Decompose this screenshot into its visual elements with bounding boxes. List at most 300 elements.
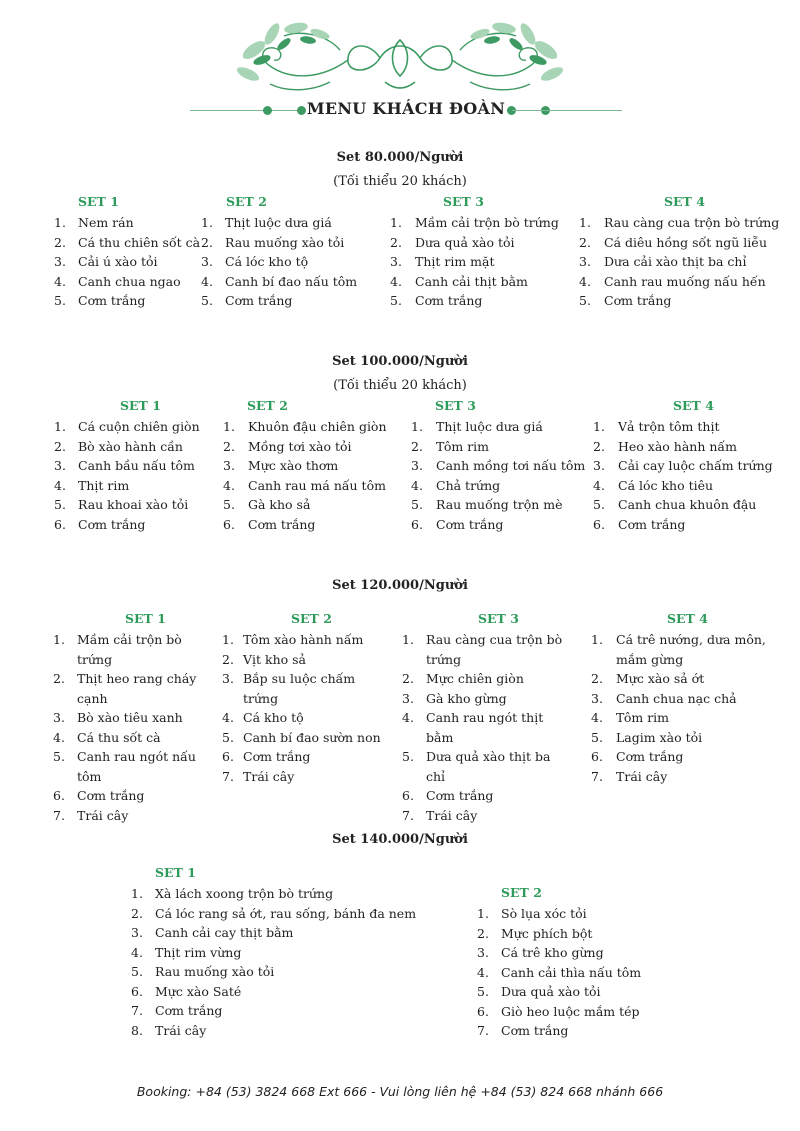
list-item [54, 417, 214, 437]
list-item [411, 515, 586, 535]
item-text: Cá trê kho gừng [501, 945, 604, 960]
list-item [222, 728, 392, 748]
set-item-list [390, 213, 570, 311]
item-number: 1. [201, 215, 213, 230]
item-text: Cá lóc kho tiêu [618, 477, 714, 493]
item-text: Canh cải thịt bằm [415, 273, 528, 289]
item-text: Rau muống xào tỏi [155, 964, 275, 979]
item-number: 3. [54, 254, 66, 269]
item-number: 3. [579, 254, 591, 269]
item-number: 2. [593, 438, 605, 454]
set-label: SET 2 [226, 194, 267, 209]
item-number: 2. [131, 905, 143, 921]
list-item [223, 417, 403, 437]
section-title: Set 120.000/Người [332, 578, 468, 593]
item-text: Canh bí đao sườn non [243, 729, 381, 745]
item-text: Cải ú xào tỏi [78, 254, 158, 269]
item-number: 5. [53, 749, 65, 764]
section-title: Set 100.000/Người [332, 354, 468, 369]
item-text: Bắp su luộc chấm trứng [243, 671, 356, 706]
list-item [54, 456, 214, 476]
item-text: Thịt rim mặt [415, 254, 495, 269]
item-text: Canh mồng tơi nấu tôm [436, 458, 586, 473]
item-number: 4. [222, 710, 234, 725]
set-label: SET 3 [443, 194, 484, 209]
item-number: 4. [477, 964, 489, 980]
list-item [54, 515, 214, 535]
booking-footer: Booking: +84 (53) 3824 668 Ext 666 - Vui lòng liên hệ +84 (53) 824 668 nhánh 666 [136, 1084, 664, 1099]
list-item [411, 476, 586, 496]
item-number: 6. [411, 516, 423, 532]
list-item [201, 272, 371, 292]
item-number: 8. [131, 1022, 143, 1038]
page-title: MENU KHÁCH ĐOÀN [306, 99, 506, 118]
list-item [54, 495, 214, 515]
set-item-list [131, 884, 431, 1040]
item-number: 1. [54, 215, 66, 230]
item-text: Tôm xào hành nấm [243, 632, 364, 647]
list-item [591, 669, 771, 689]
item-text: Cá cuộn chiên giòn [78, 419, 200, 434]
item-number: 6. [131, 983, 143, 999]
section-subtitle: (Tối thiểu 20 khách) [333, 174, 467, 189]
item-text: Chả trứng [436, 477, 501, 493]
item-number: 4. [411, 477, 423, 493]
section-subtitle: (Tối thiểu 20 khách) [333, 378, 467, 393]
set-item-list [223, 417, 403, 534]
item-text: Trái cây [77, 807, 129, 823]
list-item [54, 291, 194, 311]
item-number: 1. [222, 632, 234, 647]
list-item [591, 747, 771, 767]
item-number: 7. [477, 1023, 489, 1038]
list-item [222, 630, 392, 650]
item-text: Canh bầu nấu tôm [78, 458, 195, 473]
set-item-list [222, 630, 392, 786]
item-text: Cơm trắng [618, 516, 686, 532]
item-text: Cơm trắng [78, 516, 146, 532]
item-text: Rau càng cua trộn bò trứng [604, 215, 780, 230]
item-text: Thịt rim vừng [155, 944, 242, 960]
item-number: 5. [579, 293, 591, 308]
list-item [411, 417, 586, 437]
item-text: Cơm trắng [248, 516, 316, 532]
list-item [591, 728, 771, 748]
item-text: Mầm cải trộn bò trứng [415, 215, 559, 230]
item-text: Mồng tơi xào tỏi [248, 438, 352, 454]
list-item [593, 417, 793, 437]
list-item [579, 213, 789, 233]
set-label: SET 3 [478, 611, 519, 626]
list-item [53, 708, 213, 728]
item-number: 4. [54, 273, 66, 289]
item-text: Canh rau ngót thịt bằm [426, 710, 544, 745]
list-item [201, 252, 371, 272]
item-number: 1. [53, 632, 65, 647]
item-text: Cá trê nướng, dưa môn, mắm gừng [616, 632, 766, 667]
list-item [131, 904, 431, 924]
item-number: 3. [591, 690, 603, 706]
item-number: 5. [54, 497, 66, 512]
list-item [477, 1021, 677, 1041]
item-text: Rau muống xào tỏi [225, 234, 345, 250]
item-text: Dưa quả xào tỏi [501, 984, 601, 999]
item-number: 5. [223, 497, 235, 512]
item-number: 2. [402, 671, 414, 686]
item-number: 1. [223, 419, 235, 434]
item-number: 1. [390, 215, 402, 230]
item-number: 3. [390, 254, 402, 269]
list-item [54, 476, 214, 496]
item-text: Cơm trắng [243, 749, 311, 764]
list-item [477, 904, 677, 924]
set-label: SET 1 [120, 398, 161, 413]
list-item [222, 669, 392, 708]
item-text: Cơm trắng [155, 1003, 223, 1018]
set-item-list [593, 417, 793, 534]
item-text: Mực phích bột [501, 925, 593, 941]
list-item [390, 291, 570, 311]
item-text: Cải cay luộc chấm trứng [618, 458, 773, 473]
list-item [53, 728, 213, 748]
list-item [223, 456, 403, 476]
item-text: Cá lóc kho tộ [225, 254, 309, 269]
section-title: Set 80.000/Người [336, 150, 464, 165]
list-item [390, 213, 570, 233]
list-item [131, 982, 431, 1002]
list-item [222, 708, 392, 728]
list-item [579, 233, 789, 253]
title-dot-left [263, 106, 272, 115]
item-text: Tôm rim [616, 710, 670, 725]
section-title: Set 140.000/Người [332, 832, 468, 847]
list-item [223, 437, 403, 457]
item-number: 6. [477, 1003, 489, 1019]
item-text: Vả trộn tôm thịt [618, 419, 720, 434]
item-number: 2. [223, 438, 235, 454]
list-item [411, 456, 586, 476]
item-number: 5. [477, 984, 489, 999]
item-number: 3. [54, 458, 66, 473]
item-number: 4. [579, 273, 591, 289]
list-item [223, 476, 403, 496]
item-number: 5. [411, 497, 423, 512]
item-text: Mực xào Saté [155, 983, 242, 999]
list-item [402, 806, 572, 826]
item-number: 5. [593, 497, 605, 512]
item-number: 6. [223, 516, 235, 532]
title-divider-right [512, 110, 622, 111]
list-item [222, 650, 392, 670]
item-text: Mực chiên giòn [426, 671, 524, 686]
list-item [579, 252, 789, 272]
list-item [591, 708, 771, 728]
floral-ornament-icon [230, 20, 570, 98]
list-item [591, 630, 771, 669]
item-text: Cá thu chiên sốt cà [78, 234, 201, 250]
list-item [477, 963, 677, 983]
list-item [53, 806, 213, 826]
list-item [53, 630, 213, 669]
list-item [579, 272, 789, 292]
item-number: 2. [411, 438, 423, 454]
item-text: Thịt heo rang cháy cạnh [77, 671, 197, 706]
item-number: 7. [591, 768, 603, 784]
item-number: 6. [53, 788, 65, 803]
list-item [53, 786, 213, 806]
list-item [593, 456, 793, 476]
list-item [593, 515, 793, 535]
item-number: 4. [201, 273, 213, 289]
item-text: Canh cải cay thịt bằm [155, 925, 294, 940]
item-number: 4. [591, 710, 603, 725]
item-number: 3. [593, 458, 605, 473]
item-number: 4. [223, 477, 235, 493]
item-text: Canh rau má nấu tôm [248, 477, 386, 493]
item-text: Heo xào hành nấm [618, 438, 737, 454]
list-item [402, 630, 572, 669]
item-number: 5. [591, 729, 603, 745]
item-number: 1. [402, 632, 414, 647]
item-number: 3. [201, 254, 213, 269]
item-text: Khuôn đậu chiên giòn [248, 419, 387, 434]
item-number: 6. [593, 516, 605, 532]
list-item [223, 495, 403, 515]
item-number: 2. [53, 671, 65, 686]
list-item [593, 476, 793, 496]
list-item [53, 747, 213, 786]
item-text: Trái cây [243, 768, 295, 784]
item-number: 7. [402, 807, 414, 823]
set-label: SET 4 [667, 611, 708, 626]
item-text: Dưa quả xào thịt ba chỉ [426, 749, 551, 784]
list-item [54, 233, 201, 253]
item-number: 1. [411, 419, 423, 434]
list-item [477, 924, 677, 944]
item-number: 5. [131, 964, 143, 979]
list-item [477, 982, 677, 1002]
item-text: Mầm cải trộn bò trứng [77, 632, 182, 667]
item-number: 2. [54, 234, 66, 250]
item-number: 2. [390, 234, 402, 250]
list-item [402, 747, 572, 786]
item-number: 1. [593, 419, 605, 434]
item-text: Gà kho gừng [426, 690, 507, 706]
item-text: Lagim xào tỏi [616, 729, 703, 745]
item-text: Cá lóc rang sả ớt, rau sống, bánh đa nem [155, 905, 417, 921]
item-number: 4. [402, 710, 414, 725]
item-number: 6. [591, 749, 603, 764]
item-number: 2. [201, 234, 213, 250]
item-text: Canh rau ngót nấu tôm [77, 749, 196, 784]
list-item [390, 233, 570, 253]
list-item [477, 943, 677, 963]
item-number: 2. [591, 671, 603, 686]
item-text: Nem rán [78, 215, 134, 230]
list-item [201, 213, 371, 233]
set-item-list [402, 630, 572, 825]
item-number: 5. [222, 729, 234, 745]
list-item [402, 689, 572, 709]
item-number: 3. [53, 710, 65, 725]
item-number: 1. [477, 906, 489, 921]
item-number: 4. [53, 729, 65, 745]
list-item [131, 1001, 431, 1021]
item-number: 1. [131, 886, 143, 901]
item-number: 1. [579, 215, 591, 230]
item-text: Trái cây [616, 768, 668, 784]
item-number: 3. [411, 458, 423, 473]
item-text: Giò heo luộc mắm tép [501, 1003, 640, 1019]
list-item [591, 767, 771, 787]
list-item [54, 272, 194, 292]
item-number: 4. [54, 477, 66, 493]
set-item-list [411, 417, 586, 534]
item-number: 7. [131, 1003, 143, 1018]
item-text: Thịt rim [78, 477, 130, 493]
item-text: Rau khoai xào tỏi [78, 497, 189, 512]
item-text: Thịt luộc dưa giá [436, 419, 543, 434]
set-item-list [477, 904, 677, 1041]
item-number: 3. [402, 690, 414, 706]
item-number: 7. [53, 807, 65, 823]
set-label: SET 2 [247, 398, 288, 413]
item-text: Cơm trắng [426, 788, 494, 803]
item-number: 6. [222, 749, 234, 764]
set-label: SET 1 [155, 865, 196, 880]
item-text: Vịt kho sả [243, 651, 307, 667]
item-number: 2. [579, 234, 591, 250]
item-text: Cơm trắng [604, 293, 672, 308]
item-text: Canh chua khuôn đậu [618, 497, 757, 512]
list-item [477, 1002, 677, 1022]
set-item-list [54, 417, 214, 534]
item-number: 1. [54, 419, 66, 434]
item-number: 2. [477, 925, 489, 941]
list-item [54, 213, 194, 233]
item-text: Canh chua nạc chả [616, 690, 737, 706]
item-text: Rau muống trộn mè [436, 497, 563, 512]
item-text: Gà kho sả [248, 497, 311, 512]
list-item [131, 1021, 431, 1041]
item-number: 5. [201, 293, 213, 308]
item-text: Bò xào hành cần [78, 438, 183, 454]
list-item [131, 962, 431, 982]
item-number: 2. [222, 651, 234, 667]
item-number: 3. [477, 945, 489, 960]
set-label: SET 2 [291, 611, 332, 626]
item-text: Mực xào thơm [248, 458, 339, 473]
list-item [131, 943, 431, 963]
item-text: Canh chua ngao [78, 273, 181, 289]
title-divider-left [190, 110, 300, 111]
item-text: Cơm trắng [616, 749, 684, 764]
list-item [131, 884, 431, 904]
item-text: Canh rau muống nấu hến [604, 273, 766, 289]
item-text: Bò xào tiêu xanh [77, 710, 183, 725]
item-text: Dưa quả xào tỏi [415, 234, 515, 250]
item-number: 7. [222, 768, 234, 784]
item-text: Cơm trắng [225, 293, 293, 308]
set-label: SET 4 [664, 194, 705, 209]
list-item [411, 495, 586, 515]
item-text: Thịt luộc dưa giá [225, 215, 332, 230]
item-text: Dưa cải xào thịt ba chỉ [604, 254, 747, 269]
set-label: SET 1 [78, 194, 119, 209]
item-text: Canh bí đao nấu tôm [225, 273, 358, 289]
item-text: Canh cải thìa nấu tôm [501, 964, 642, 980]
item-text: Rau càng cua trộn bò trứng [426, 632, 563, 667]
set-label: SET 2 [501, 885, 542, 900]
item-text: Cơm trắng [77, 788, 145, 803]
list-item [201, 291, 371, 311]
menu-header [0, 0, 800, 130]
item-text: Cơm trắng [501, 1023, 569, 1038]
set-label: SET 3 [435, 398, 476, 413]
list-item [222, 767, 392, 787]
list-item [390, 272, 570, 292]
list-item [54, 437, 214, 457]
set-item-list [579, 213, 789, 311]
item-number: 5. [402, 749, 414, 764]
set-item-list [201, 213, 371, 311]
item-text: Mực xào sả ớt [616, 671, 705, 686]
item-number: 4. [593, 477, 605, 493]
item-number: 4. [131, 944, 143, 960]
set-item-list [53, 630, 213, 825]
list-item [411, 437, 586, 457]
item-text: Sò lụa xóc tỏi [501, 906, 587, 921]
list-item [390, 252, 570, 272]
item-text: Cá kho tộ [243, 710, 304, 725]
item-text: Cá thu sốt cà [77, 729, 161, 745]
list-item [591, 689, 771, 709]
list-item [222, 747, 392, 767]
list-item [579, 291, 789, 311]
set-label: SET 4 [673, 398, 714, 413]
list-item [593, 495, 793, 515]
set-item-list [591, 630, 771, 786]
item-text: Cơm trắng [415, 293, 483, 308]
item-number: 6. [402, 788, 414, 803]
set-item-list [54, 213, 201, 311]
list-item [402, 708, 572, 747]
item-text: Tôm rim [436, 438, 490, 454]
item-text: Cơm trắng [78, 293, 146, 308]
list-item [402, 786, 572, 806]
item-number: 3. [223, 458, 235, 473]
list-item [54, 252, 194, 272]
list-item [593, 437, 793, 457]
item-number: 5. [54, 293, 66, 308]
item-number: 6. [54, 516, 66, 532]
item-text: Cá diêu hồng sốt ngũ liễu [604, 234, 768, 250]
set-label: SET 1 [125, 611, 166, 626]
list-item [131, 923, 431, 943]
list-item [53, 669, 213, 708]
list-item [402, 669, 572, 689]
list-item [223, 515, 403, 535]
item-number: 3. [131, 925, 143, 940]
item-number: 1. [591, 632, 603, 647]
item-number: 5. [390, 293, 402, 308]
item-number: 4. [390, 273, 402, 289]
item-text: Xà lách xoong trộn bò trứng [155, 886, 334, 901]
item-text: Trái cây [426, 807, 478, 823]
item-number: 2. [54, 438, 66, 454]
item-text: Trái cây [155, 1022, 207, 1038]
item-number: 3. [222, 671, 234, 686]
